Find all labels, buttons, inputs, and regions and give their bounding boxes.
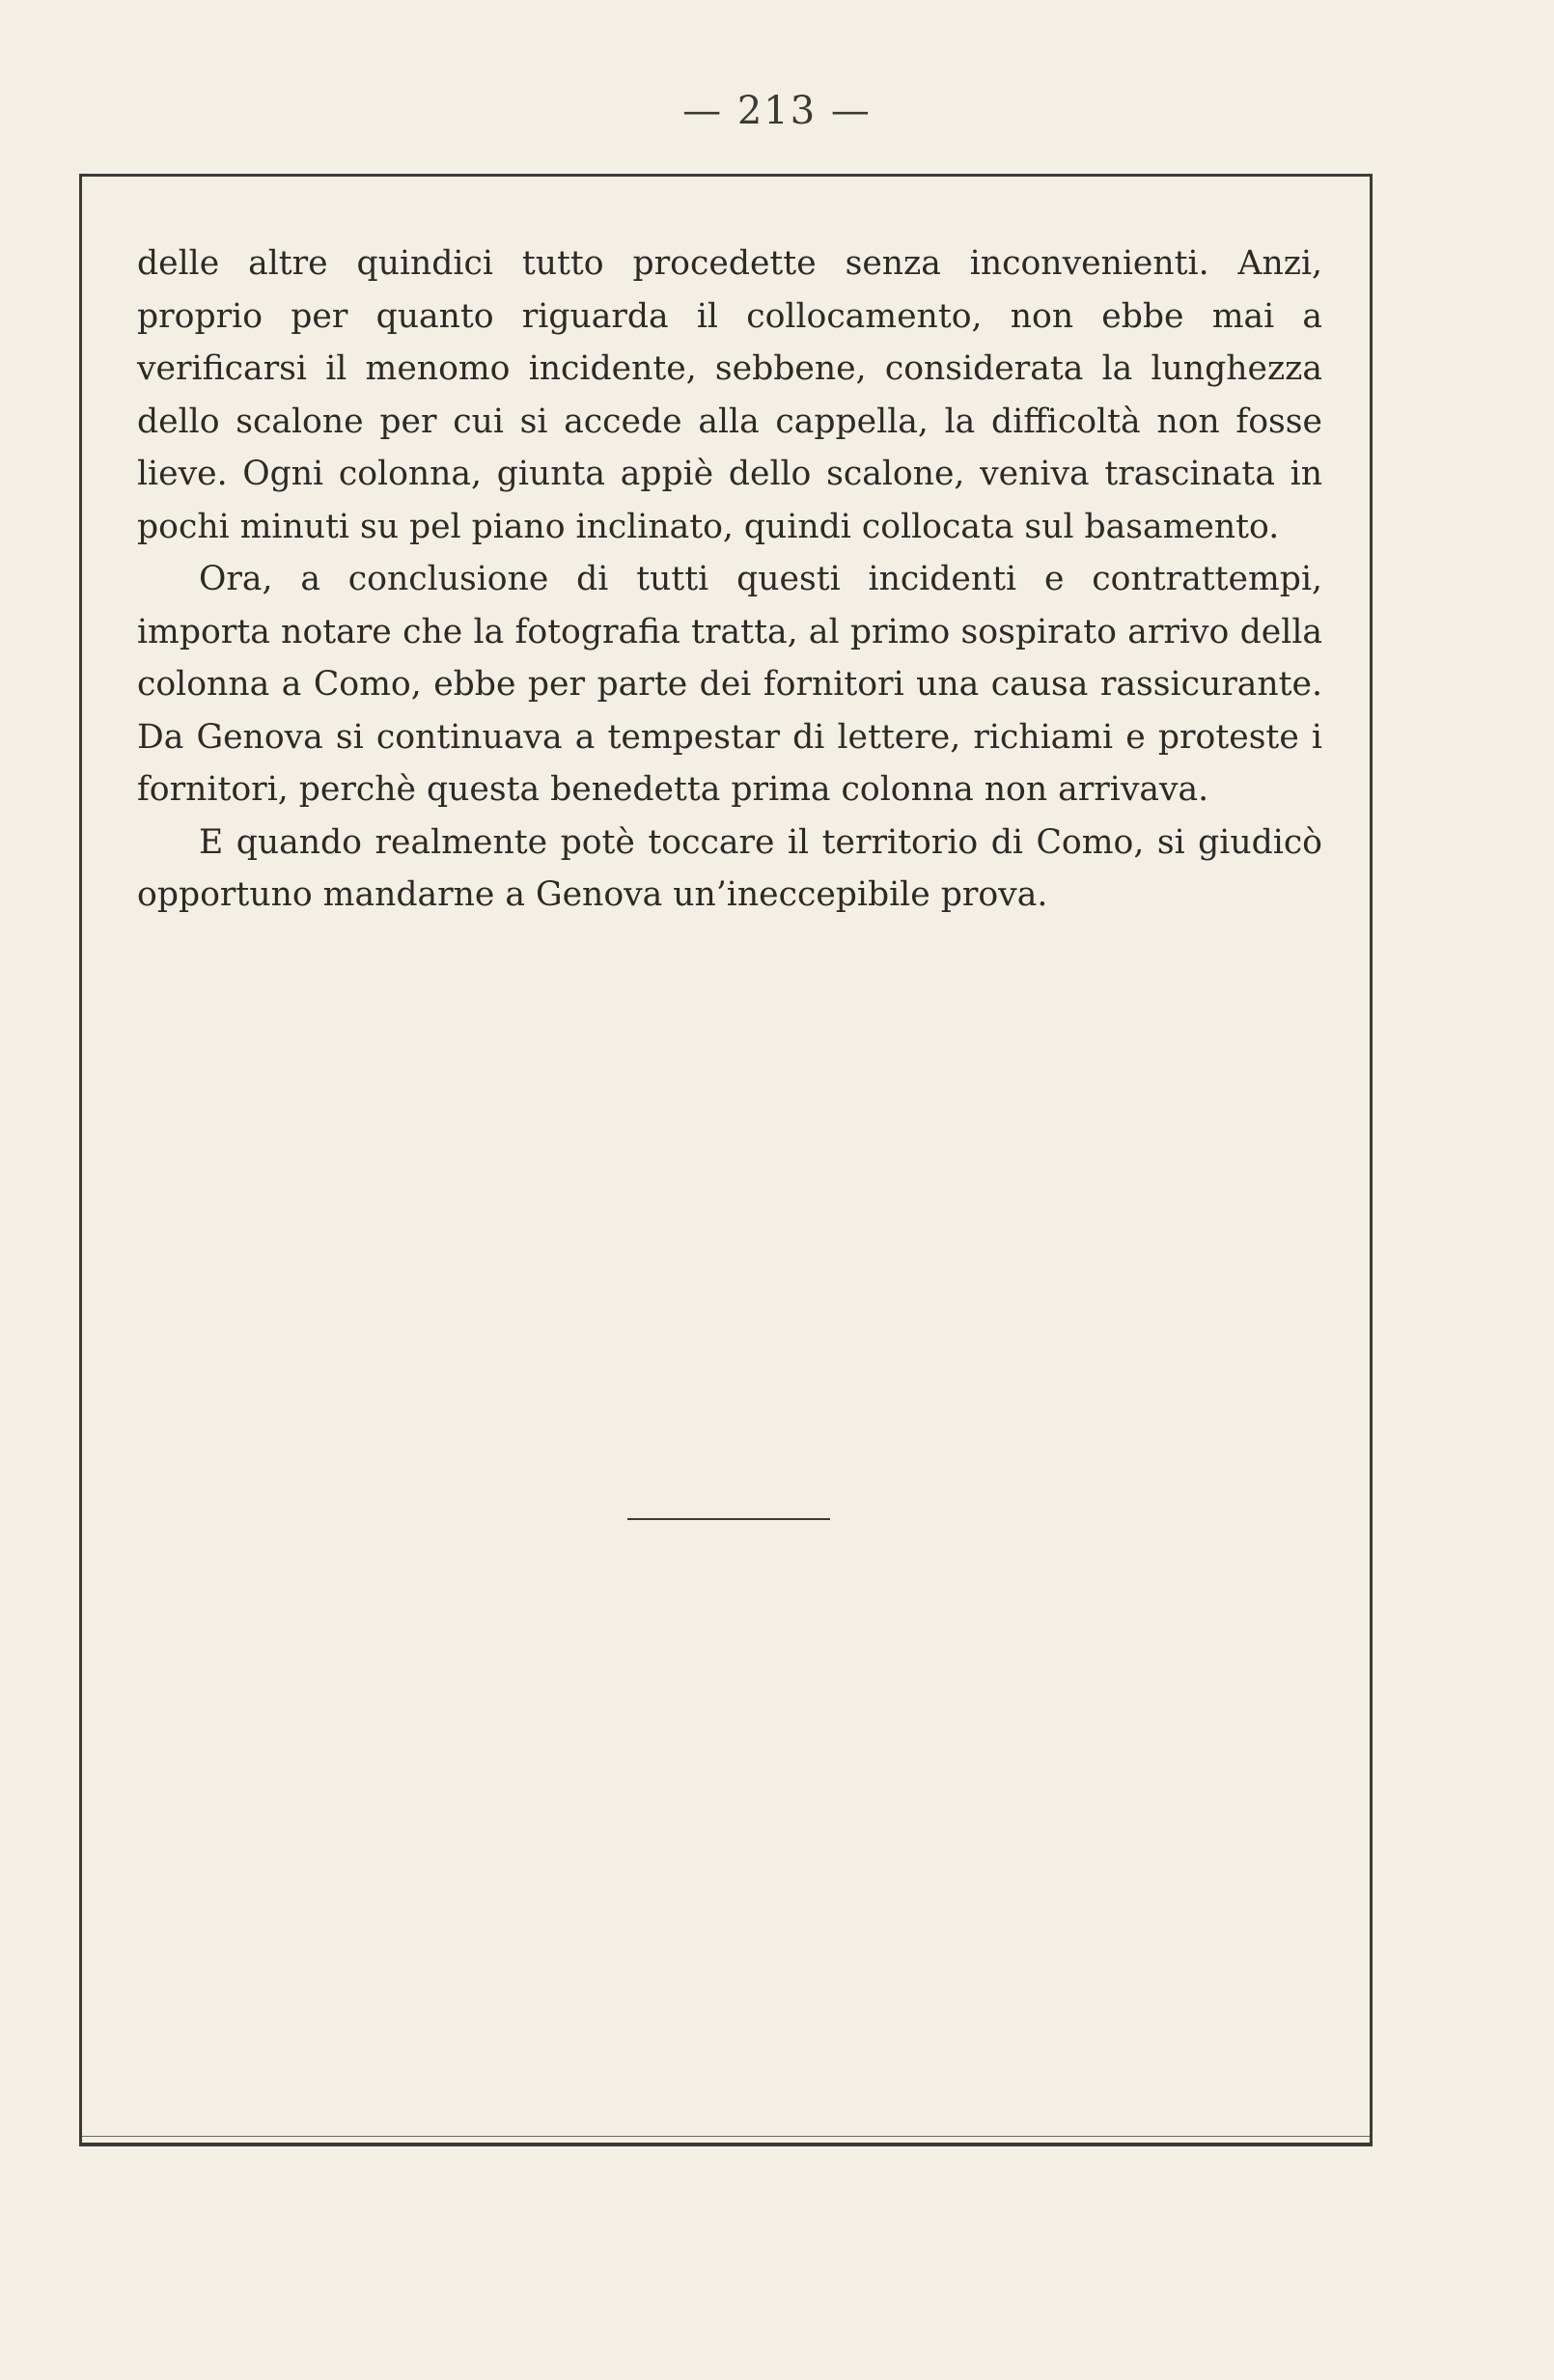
paragraph: Ora, a conclusione di tutti questi incidenti e contrattempi, importa notare che la fotografia tratta, al primo sospirato arrivo della colonna a Como, ebbe per parte dei fornitori una causa rassicurante. Da Genova si continuava a tempestar di lettere, richiami e proteste i fornitori, perchè questa benedetta prima colonna non arrivava. (137, 560, 1322, 809)
page-number: — 213 — (682, 89, 872, 133)
body-text (137, 237, 1322, 922)
paragraph: delle altre quindici tutto procedette senza inconvenienti. Anzi, proprio per quanto riguarda il collocamento, non ebbe mai a verificarsi il menomo incidente, sebbene, considerata la lunghezza dello scalone per cui si accede alla cappella, la difficoltà non fosse lieve. Ogni colonna, giunta appiè dello scalone, veniva trascinata in pochi minuti su pel piano inclinato, quindi collocata sul basamento. (137, 244, 1322, 546)
end-rule (627, 1518, 830, 1520)
paragraph: E quando realmente potè toccare il territorio di Como, si giudicò opportuno mandarne a Genova un’ineccepibile prova. (137, 822, 1322, 914)
